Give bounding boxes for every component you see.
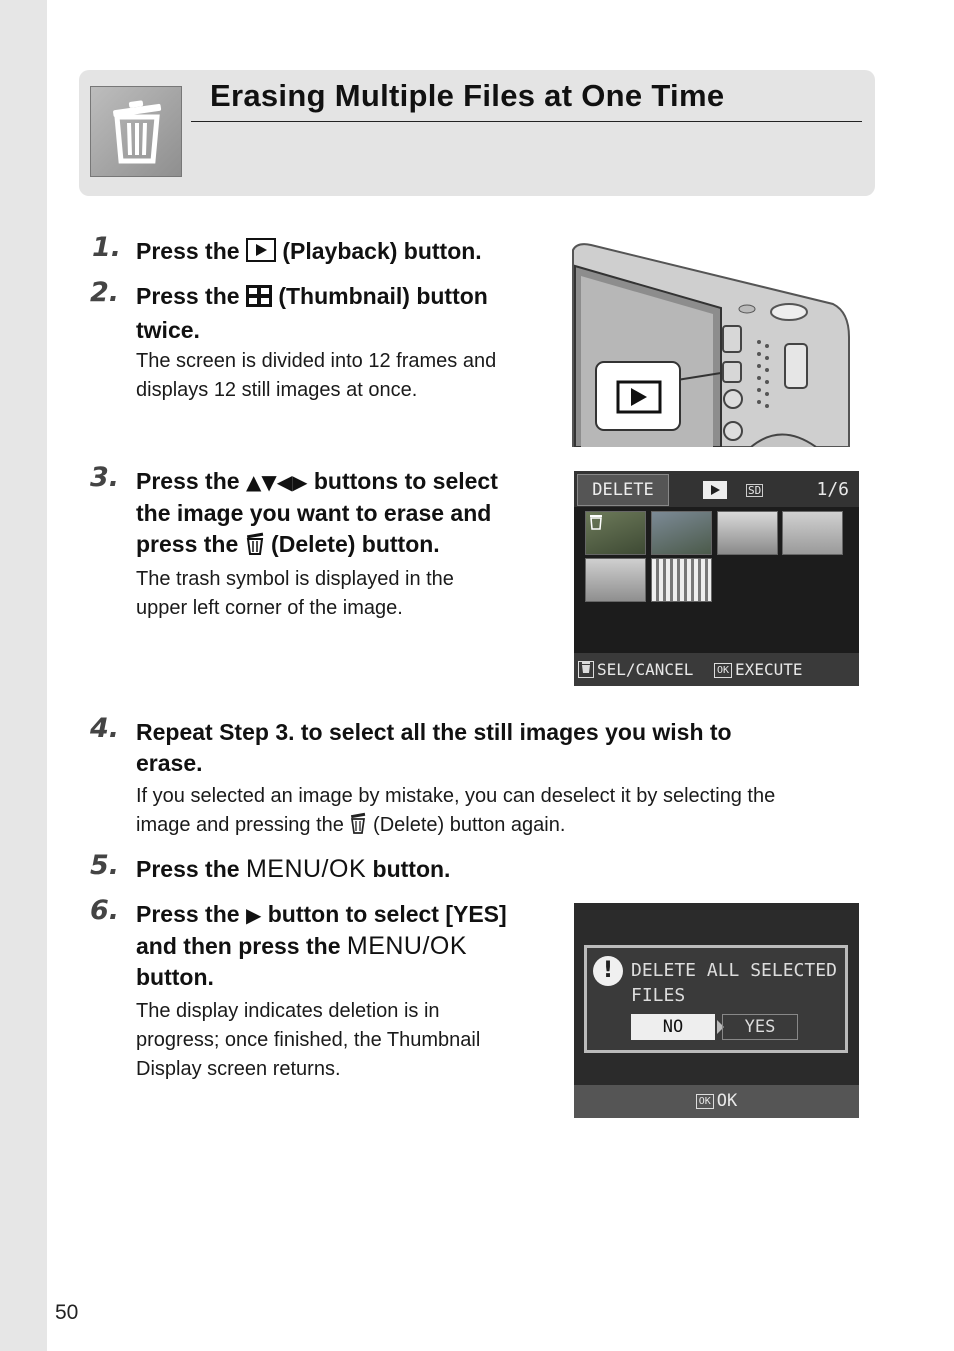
step-text: button. [372, 856, 451, 882]
ok-key-icon: OK [714, 663, 732, 678]
title-divider [191, 121, 862, 122]
footer-label: OK [716, 1091, 738, 1111]
no-option: NO [631, 1014, 715, 1040]
step-6-heading [136, 899, 507, 993]
playback-icon [246, 238, 276, 270]
lcd-footer [574, 1085, 859, 1118]
body-line [136, 811, 775, 843]
right-arrow-icon: ▶ [245, 903, 262, 927]
step-2-body [136, 347, 496, 405]
step-text: Repeat Step 3. to select all the still images you wish to [136, 719, 732, 745]
page-number: 50 [55, 1301, 79, 1324]
step-6-body [136, 997, 480, 1084]
body-line: progress; once finished, the Thumbnail [136, 1029, 481, 1051]
thumbnail [585, 558, 646, 602]
thumbnail-selected [585, 511, 646, 555]
body-line: Display screen returns. [136, 1058, 341, 1080]
step-text: button to select [YES] [267, 901, 507, 927]
lcd-footer [574, 653, 859, 686]
step-text: and then press the [136, 933, 341, 959]
step-3-heading [136, 466, 498, 563]
delete-icon [245, 531, 265, 563]
page-title: Erasing Multiple Files at One Time [210, 78, 725, 113]
thumbnail [651, 511, 712, 555]
body-text: image and pressing the [136, 814, 344, 836]
lcd-thumbnail-screen [574, 471, 859, 686]
lcd-header [574, 471, 859, 507]
lcd-confirm-screen [574, 903, 859, 1118]
step-text: Press the [136, 238, 240, 264]
step-4-body [136, 782, 775, 843]
step-1-heading [136, 236, 482, 270]
body-line: The screen is divided into 12 frames and [136, 350, 497, 372]
delete-key-icon [578, 661, 594, 678]
body-line: If you selected an image by mistake, you can deselect it by selecting the [136, 785, 776, 807]
ok-key-icon: OK [696, 1094, 714, 1109]
step-text: twice. [136, 317, 200, 343]
step-text: (Delete) button. [271, 531, 440, 557]
menu-ok-key: MENU/OK [245, 855, 367, 883]
delete-icon [349, 812, 367, 843]
warning-icon: ! [593, 956, 623, 986]
trash-icon [90, 86, 182, 177]
step-2-heading [136, 281, 488, 346]
delete-mode-label: DELETE [577, 474, 669, 506]
body-text: (Delete) button again. [373, 814, 566, 836]
step-text: Press the [136, 856, 240, 882]
footer-execute [714, 653, 802, 686]
menu-ok-key: MENU/OK [346, 932, 468, 960]
play-icon [702, 480, 728, 504]
step-text: Press the [136, 468, 240, 494]
thumbnail-icon [246, 284, 272, 315]
step-5-heading [136, 854, 450, 885]
thumbnail [651, 558, 712, 602]
side-strip [0, 0, 47, 1351]
step-text: Press the [136, 901, 240, 927]
direction-arrows-icon: ▲▼◀▶ [245, 470, 308, 494]
camera-illustration [571, 242, 851, 447]
step-text: (Playback) button. [282, 238, 482, 264]
footer-label: EXECUTE [735, 660, 803, 679]
step-number: 1. [92, 232, 122, 263]
step-number: 2. [90, 277, 120, 308]
thumbnail [782, 511, 843, 555]
confirm-dialog [584, 945, 848, 1053]
step-text: Press the [136, 283, 240, 309]
step-text: press the [136, 531, 239, 557]
step-number: 5. [90, 850, 120, 881]
thumbnail [717, 511, 778, 555]
step-3-body [136, 565, 454, 623]
step-number: 6. [90, 895, 120, 926]
sd-card-icon: SD [748, 484, 762, 497]
step-text: the image you want to erase and [136, 500, 492, 526]
body-line: The display indicates deletion is in [136, 1000, 440, 1022]
step-text: button. [136, 964, 214, 990]
step-number: 4. [90, 713, 120, 744]
body-line: The trash symbol is displayed in the [136, 568, 454, 590]
step-number: 3. [90, 462, 120, 493]
body-line: upper left corner of the image. [136, 597, 403, 619]
dialog-message: DELETE ALL SELECTED FILES [631, 960, 837, 1006]
footer-sel-cancel [578, 653, 693, 686]
step-text: erase. [136, 750, 203, 776]
step-text: (Thumbnail) button [278, 283, 488, 309]
image-count: 1/6 [816, 479, 849, 500]
yes-option: YES [722, 1014, 798, 1040]
step-text: buttons to select [313, 468, 498, 494]
footer-label: SEL/CANCEL [597, 660, 694, 679]
body-line: displays 12 still images at once. [136, 379, 418, 401]
step-4-heading [136, 717, 732, 779]
